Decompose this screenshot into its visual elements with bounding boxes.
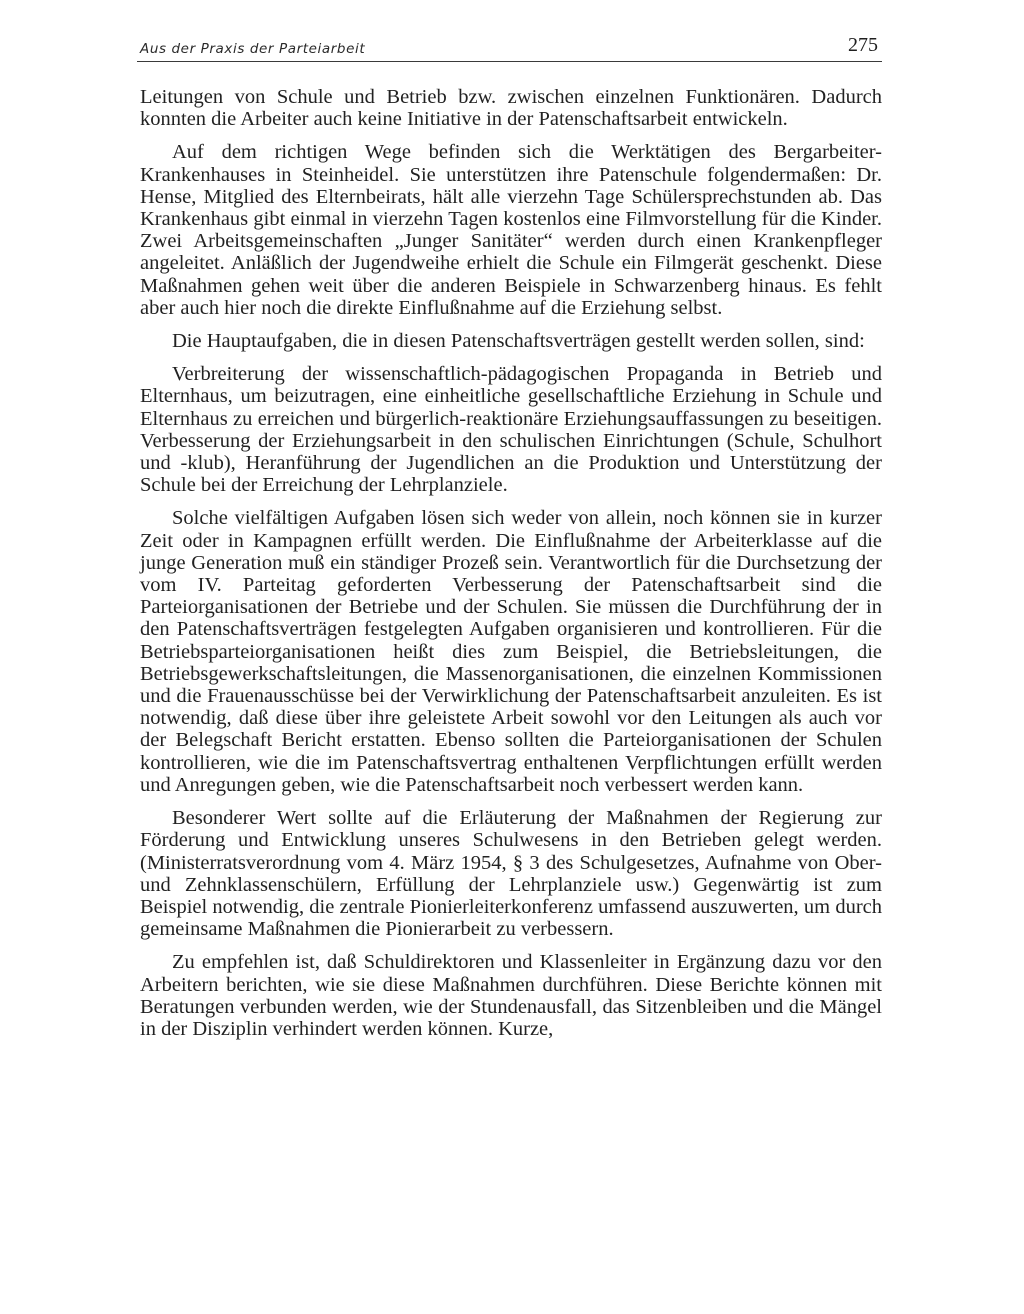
paragraph-continuation: Leitungen von Schule und Betrieb bzw. zwischen einzelnen Funktionären. Dadurch konnten die Arbeiter auch keine Initiative in der Patenschaftsarbeit entwickeln. <box>140 86 882 131</box>
paragraph-hauptaufgaben: Die Hauptaufgaben, die in diesen Patenschaftsverträgen gestellt werden sollen, sind: <box>172 330 865 353</box>
paragraph-steinheidel: Auf dem richtigen Wege befinden sich die Werktätigen des Bergarbeiter-Krankenhauses in Steinheidel. Sie unterstützen ihre Patenschule folgendermaßen: Dr. Hense, Mitglied des Elternbeirats, hält alle vierzehn Tage Schülersprechstunden ab. Das Krankenhaus gibt einmal in vierzehn Tagen kostenlos eine Filmvorstellung für die Kinder. Zwei Arbeitsgemeinschaften „Junger Sanitäter“ werden durch einen Krankenpfleger angeleitet. Anläßlich der Jugendweihe erhielt die Schule ein Filmgerät geschenkt. Diese Maßnahmen gehen weit über die anderen Beispiele in Schwarzenberg hinaus. Es fehlt aber auch hier noch die direkte Einflußnahme auf die Erziehung selbst. <box>140 141 882 319</box>
body-text <box>140 86 882 1051</box>
paragraph-aufgaben-liste: Verbreiterung der wissenschaftlich-pädagogischen Propaganda in Betrieb und Elternhaus, um beizutragen, eine einheitliche gesellschaftliche Erziehung in Schule und Elternhaus zu erreichen und bürgerlich-reaktionäre Erziehungsauffassungen zu beseitigen. Verbesserung der Erziehungsarbeit in den schulischen Einrichtungen (Schule, Schulhort und -klub), Heranführung der Jugendlichen an die Produktion und Unterstützung der Schule bei der Erreichung der Lehrplanziele. <box>140 363 882 497</box>
paragraph-parteiorganisationen: Solche vielfältigen Aufgaben lösen sich weder von allein, noch können sie in kurzer Zeit oder in Kampagnen erfüllt werden. Die Einflußnahme der Arbeiterklasse auf die junge Generation muß ein ständiger Prozeß sein. Verantwortlich für die Durchsetzung der vom IV. Parteitag geforderten Verbesserung der Patenschaftsarbeit sind die Parteiorganisationen der Betriebe und der Schulen. Sie müssen die Durchführung der in den Patenschaftsverträgen festgelegten Aufgaben organisieren und kontrollieren. Für die Betriebsparteiorganisationen heißt dies zum Beispiel, die Betriebsleitungen, die Betriebsgewerkschaftsleitungen, die Massenorganisationen, die einzelnen Kommissionen und die Frauenausschüsse bei der Verwirklichung der Patenschaftsarbeit anzuleiten. Es ist notwendig, daß diese über ihre geleistete Arbeit sowohl vor den Leitungen als auch vor der Belegschaft Bericht erstatten. Ebenso sollten die Parteiorganisationen der Schulen kontrollieren, wie die im Patenschaftsvertrag enthaltenen Verpflichtungen erfüllt werden und Anregungen geben, wie die Patenschaftsarbeit noch verbessert werden kann. <box>140 507 882 796</box>
paragraph-schulwesen: Besonderer Wert sollte auf die Erläuterung der Maßnahmen der Regierung zur Förderung und Entwicklung unseres Schulwesens in den Betrieben gelegt werden. (Ministerratsverordnung vom 4. März 1954, § 3 des Schulgesetzes, Aufnahme von Ober- und Zehnklassenschülern, Erfüllung der Lehrplanziele usw.) Gegenwärtig ist zum Beispiel notwendig, die zentrale Pionierleiterkonferenz umfassend auszuwerten, um durch gemeinsame Maßnahmen die Pionierarbeit zu verbessern. <box>140 807 882 941</box>
running-title: Aus der Praxis der Parteiarbeit <box>140 41 366 57</box>
running-head <box>137 34 882 62</box>
page-number: 275 <box>848 34 878 56</box>
header-rule <box>137 61 882 62</box>
paragraph-empfehlung: Zu empfehlen ist, daß Schuldirektoren und Klassenleiter in Ergänzung dazu vor den Arbeitern berichten, wie sie diese Maßnahmen durchführen. Diese Berichte können mit Beratungen verbunden werden, wie der Stundenausfall, das Sitzenbleiben und die Mängel in der Disziplin verhindert werden können. Kurze, <box>140 951 882 1040</box>
